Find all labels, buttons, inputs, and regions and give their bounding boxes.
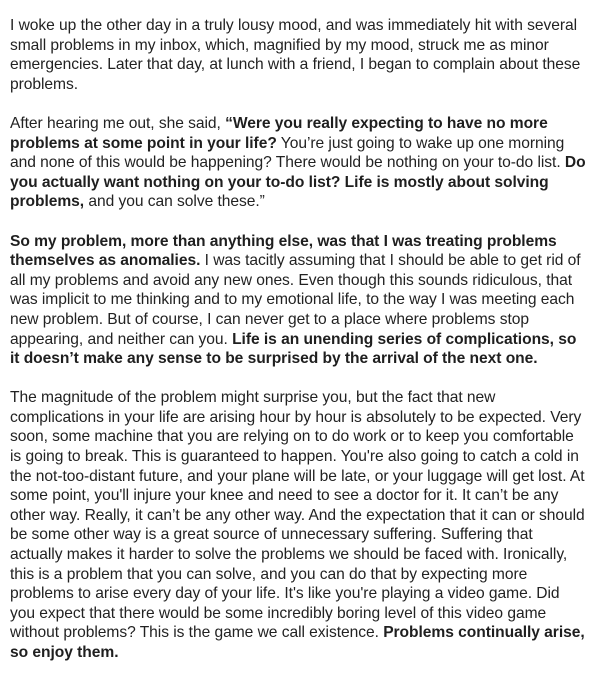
article-body bbox=[10, 16, 588, 663]
paragraph-1 bbox=[10, 16, 588, 94]
paragraph-3-text-1: I was tacitly assuming that I should be able to get rid of all my problems and avoid any new ones. Even though this sounds ridiculous, that was implicit to me thinking and to my emotional life, to the way I was meeting each new problem. But of course, I can never get to a place where problems stop appearing, and neither can you. bbox=[10, 252, 581, 348]
paragraph-2-text-3: and you can solve these.” bbox=[84, 193, 265, 211]
paragraph-2-text-2: You’re just going to wake up one morning and none of this would be happening? There would be nothing on your to-do list. bbox=[10, 134, 565, 172]
paragraph-4-text-1: The magnitude of the problem might surprise you, but the fact that new complications in your life are arising hour by hour is absolutely to be expected. Very soon, some machine that you are relying on to do work or to keep you comfortable is going to break. This is guaranteed to happen. You're also going to catch a cold in the not-too-distant future, and your plane will be late, or your luggage will get lost. At some point, you'll injure your knee and need to see a doctor for it. It can’t be any other way. Really, it can’t be any other way. And the expectation that it can or should be some other way is a great source of unnecessary suffering. Suffering that actually makes it harder to solve the problems we should be faced with. Ironically, this is a problem that you can solve, and you can do that by expecting more problems to arise every day of your life. It's like you're playing a video game. Did you expect that there would be some incredibly boring level of this video game without problems? This is the game we call existence. bbox=[10, 389, 585, 642]
paragraph-2-text-1: After hearing me out, she said, bbox=[10, 114, 226, 132]
paragraph-2 bbox=[10, 114, 588, 212]
paragraph-3 bbox=[10, 232, 588, 369]
paragraph-4-emphasis-1: Problems continually arise, so enjoy them. bbox=[10, 624, 585, 661]
paragraph-3-emphasis-1: So my problem, more than anything else, was that I was treating problems themselves as anomalies. bbox=[10, 232, 557, 270]
paragraph-3-emphasis-2: Life is an unending series of complications, so it doesn’t make any sense to be surprised by the arrival of the next one. bbox=[10, 330, 577, 368]
paragraph-2-emphasis-2: Do you actually want nothing on your to-do list? Life is mostly about solving problems, bbox=[10, 154, 586, 211]
paragraph-2-emphasis-1: “Were you really expecting to have no more problems at some point in your life? bbox=[10, 114, 548, 152]
paragraph-1-text: I woke up the other day in a truly lousy mood, and was immediately hit with several small problems in my inbox, which, magnified by my mood, struck me as minor emergencies. Later that day, at lunch with a friend, I began to complain about these problems. bbox=[10, 17, 581, 93]
paragraph-4 bbox=[10, 388, 588, 662]
